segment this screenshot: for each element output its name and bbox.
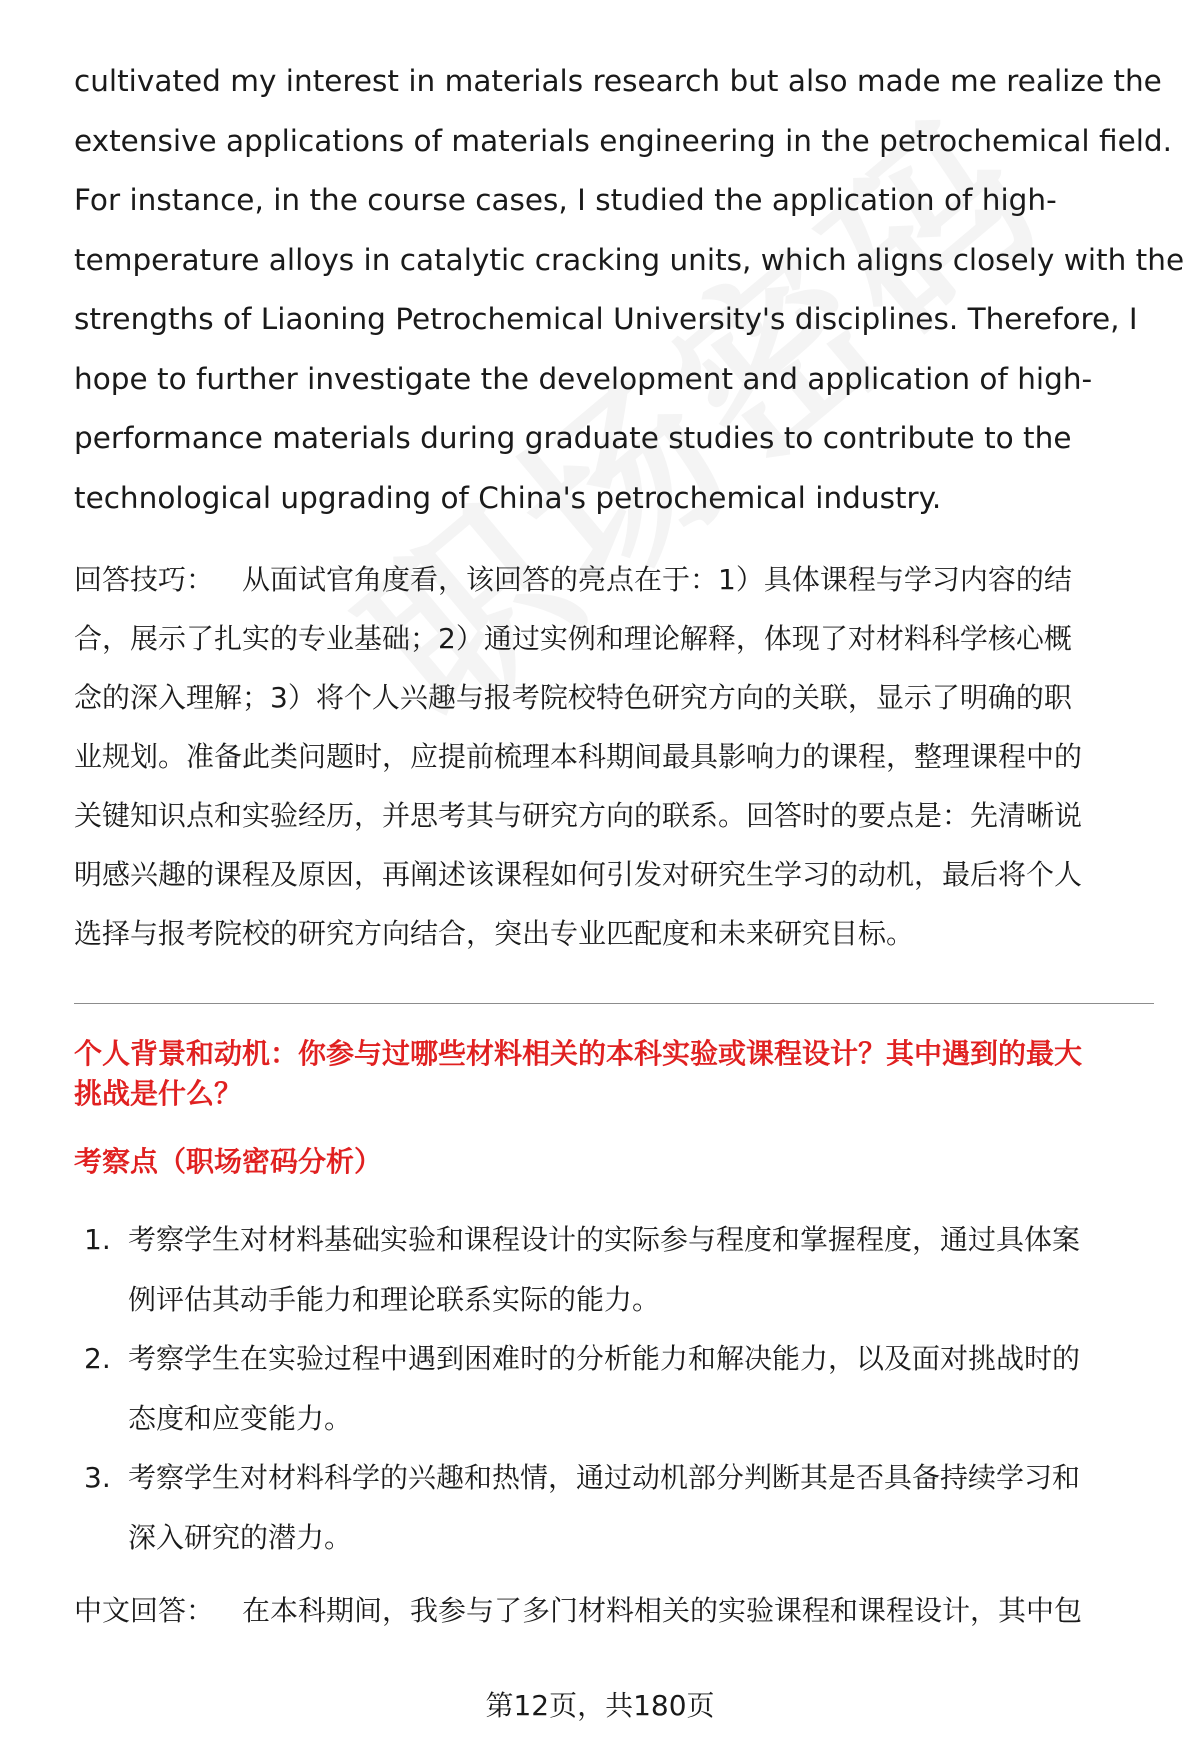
chinese-answer-text: 在本科期间，我参与了多门材料相关的实验课程和课程设计，其中包 bbox=[242, 1594, 1083, 1627]
english-line: cultivated my interest in materials research but also made me realize the bbox=[74, 64, 1162, 98]
english-line: temperature alloys in catalytic cracking units, which aligns closely with the bbox=[74, 242, 1185, 277]
chinese-answer bbox=[74, 1591, 1152, 1631]
tips-line: 业规划。准备此类问题时，应提前梳理本科期间最具影响力的课程，整理课程中的 bbox=[74, 740, 1083, 773]
question-line: 挑战是什么？ bbox=[74, 1077, 243, 1110]
list-item-number: 1. bbox=[84, 1223, 111, 1256]
question-line: 个人背景和动机：你参与过哪些材料相关的本科实验或课程设计？其中遇到的最大 bbox=[74, 1037, 1083, 1070]
list-item-text: 态度和应变能力。 bbox=[128, 1401, 353, 1435]
tips-line: 合，展示了扎实的专业基础；2）通过实例和理论解释，体现了对材料科学核心概 bbox=[74, 622, 1072, 655]
list-item bbox=[74, 1448, 1152, 1567]
answer-tips bbox=[74, 550, 1152, 963]
english-line: For instance, in the course cases, I studied the application of high- bbox=[74, 183, 1057, 217]
question-heading bbox=[74, 1034, 1152, 1114]
tips-label: 回答技巧： bbox=[74, 563, 215, 596]
list-item-text: 考察学生在实验过程中遇到困难时的分析能力和解决能力，以及面对挑战时的 bbox=[128, 1342, 1081, 1375]
list-item bbox=[74, 1329, 1152, 1448]
english-line: performance materials during graduate studies to contribute to the bbox=[74, 421, 1072, 455]
focus-points-list bbox=[74, 1210, 1152, 1567]
list-item-text: 考察学生对材料科学的兴趣和热情，通过动机部分判断其是否具备持续学习和 bbox=[128, 1461, 1081, 1494]
tips-line: 关键知识点和实验经历，并思考其与研究方向的联系。回答时的要点是：先清晰说 bbox=[74, 799, 1083, 832]
english-paragraph bbox=[74, 52, 1185, 528]
list-item-text: 例评估其动手能力和理论联系实际的能力。 bbox=[128, 1282, 661, 1316]
section-divider bbox=[74, 1003, 1154, 1004]
list-item-number: 3. bbox=[84, 1461, 111, 1494]
list-item-text: 考察学生对材料基础实验和课程设计的实际参与程度和掌握程度，通过具体案 bbox=[128, 1223, 1081, 1256]
tips-first-line bbox=[74, 550, 1152, 609]
page-content bbox=[74, 52, 1185, 1631]
english-line: strengths of Liaoning Petrochemical University's disciplines. Therefore, I bbox=[74, 302, 1138, 336]
list-item-number: 2. bbox=[84, 1342, 111, 1375]
list-item bbox=[74, 1210, 1152, 1329]
english-line: technological upgrading of China's petrochemical industry. bbox=[74, 480, 942, 515]
page-footer: 第12页，共180页 bbox=[485, 1689, 715, 1722]
tips-line: 从面试官角度看，该回答的亮点在于：1）具体课程与学习内容的结 bbox=[242, 563, 1072, 596]
focus-points-title: 考察点（职场密码分析） bbox=[74, 1145, 383, 1178]
tips-line: 选择与报考院校的研究方向结合，突出专业匹配度和未来研究目标。 bbox=[74, 917, 915, 950]
chinese-answer-label: 中文回答： bbox=[74, 1594, 215, 1627]
list-item-text: 深入研究的潜力。 bbox=[128, 1520, 353, 1554]
tips-line: 明感兴趣的课程及原因，再阐述该课程如何引发对研究生学习的动机，最后将个人 bbox=[74, 858, 1083, 891]
english-line: extensive applications of materials engineering in the petrochemical field. bbox=[74, 123, 1173, 158]
english-line: hope to further investigate the development and application of high- bbox=[74, 361, 1093, 396]
tips-line: 念的深入理解；3）将个人兴趣与报考院校特色研究方向的关联，显示了明确的职 bbox=[74, 681, 1072, 714]
